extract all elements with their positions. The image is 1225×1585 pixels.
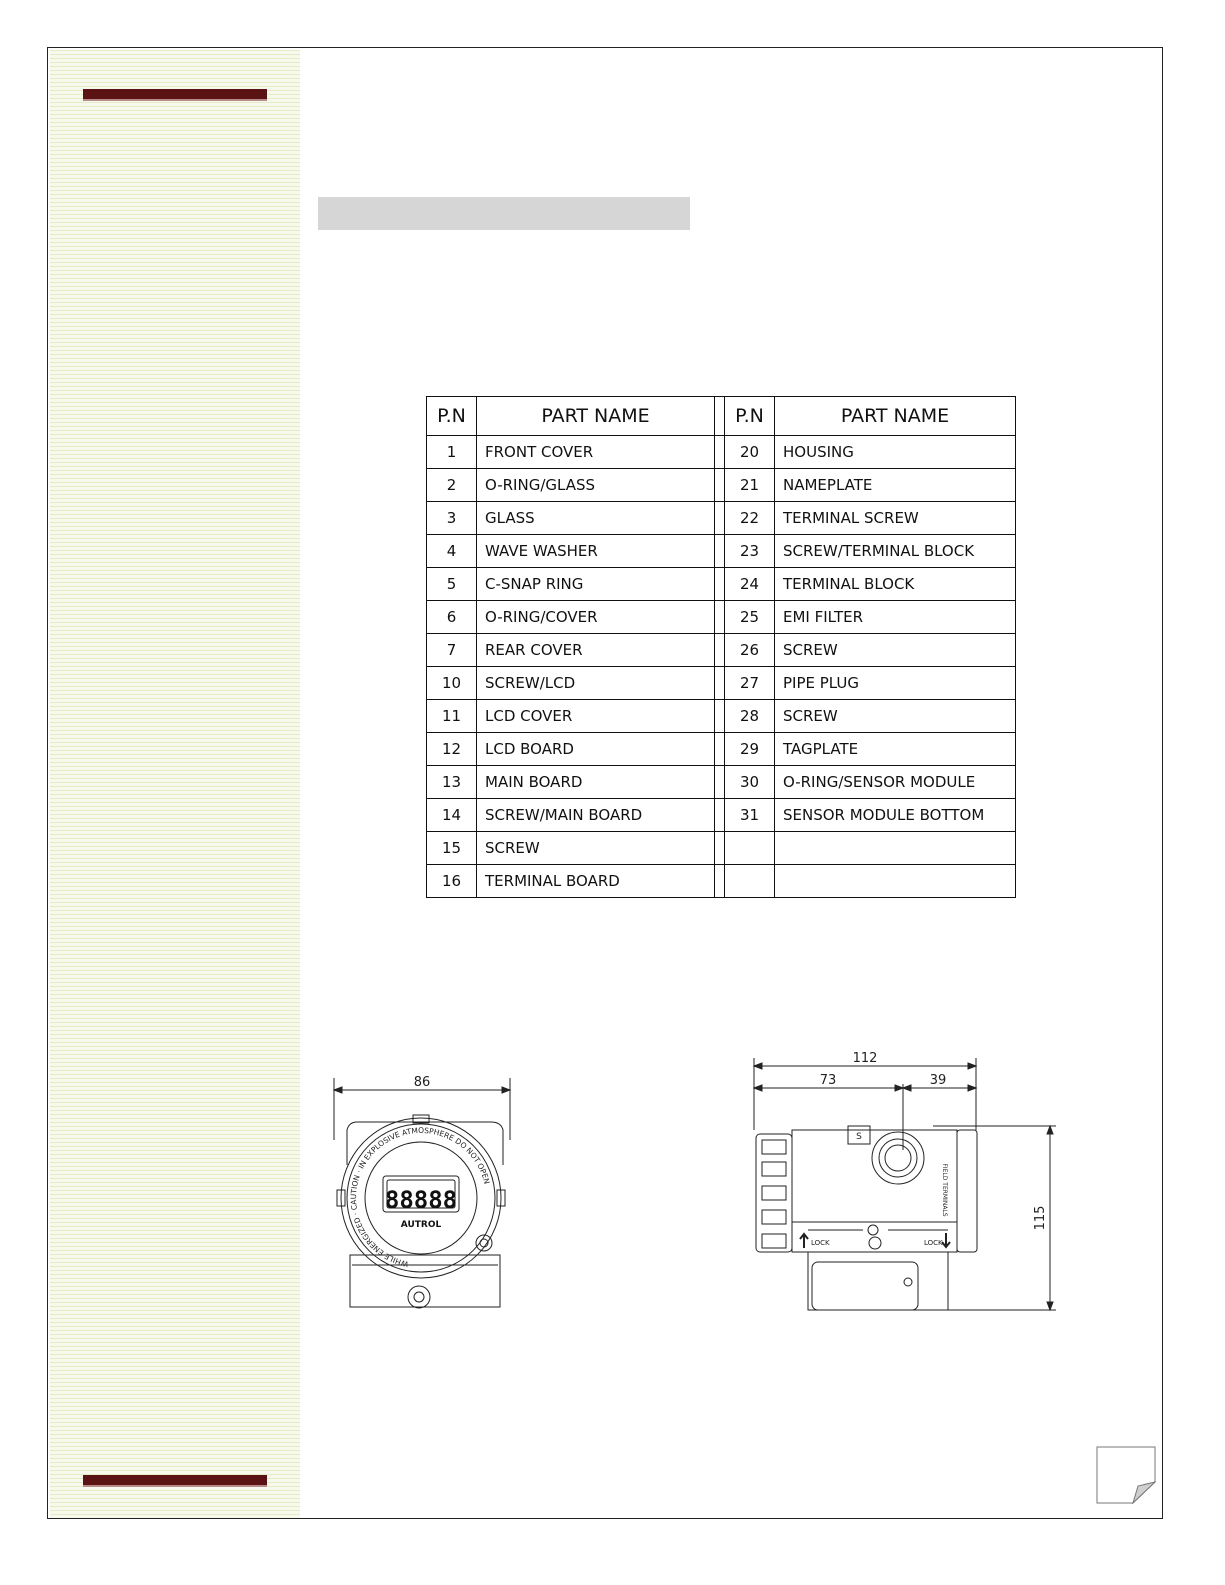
part-name-left: SCREW/LCD [477,667,715,700]
front-housing-bottom [350,1255,500,1307]
part-number-left: 4 [427,535,477,568]
column-gap [715,397,725,436]
part-number-right: 30 [725,766,775,799]
part-name-right: SCREW/TERMINAL BLOCK [775,535,1016,568]
conduit-opening [885,1145,911,1171]
part-name-right: TERMINAL SCREW [775,502,1016,535]
table-row [427,634,1016,667]
part-number-left: 5 [427,568,477,601]
part-number-right: 27 [725,667,775,700]
bottom-plug-inner [414,1292,424,1302]
column-gap [715,568,725,601]
lock-label-left: LOCK [811,1239,830,1247]
part-number-left: 14 [427,799,477,832]
part-number-right: 25 [725,601,775,634]
part-name-left: LCD BOARD [477,733,715,766]
lock-arrow-up-icon [800,1234,808,1248]
page-curl-icon [1096,1446,1156,1504]
table-row [427,799,1016,832]
cover-fin [762,1210,786,1224]
part-name-left: LCD COVER [477,700,715,733]
part-number-left: 2 [427,469,477,502]
table-row [427,865,1016,898]
column-gap [715,601,725,634]
side-view-drawing [748,1050,1068,1320]
part-name-left: MAIN BOARD [477,766,715,799]
sidebar-bottom-rule [83,1475,267,1487]
part-number-left: 11 [427,700,477,733]
part-number-right: 20 [725,436,775,469]
table-row [427,700,1016,733]
part-number-right: 29 [725,733,775,766]
part-number-left: 7 [427,634,477,667]
parts-table-body [427,436,1016,898]
table-row [427,502,1016,535]
s-tab-label: S [856,1132,862,1142]
column-gap [715,799,725,832]
front-view-drawing [325,1070,525,1320]
bottom-plug [408,1286,430,1308]
brand-logo-text: AUTROL [400,1220,442,1230]
header-pn-right: P.N [725,397,775,436]
part-name-right [775,832,1016,865]
part-name-left: GLASS [477,502,715,535]
header-pn-left: P.N [427,397,477,436]
sidebar [50,50,300,1518]
lcd-digits: 88888 [384,1186,458,1214]
cover-fin [762,1186,786,1200]
part-name-right: NAMEPLATE [775,469,1016,502]
part-name-right: PIPE PLUG [775,667,1016,700]
part-number-right: 21 [725,469,775,502]
column-gap [715,832,725,865]
column-gap [715,700,725,733]
part-name-right: O-RING/SENSOR MODULE [775,766,1016,799]
lock-arrow-down-icon [942,1233,950,1247]
part-number-left: 3 [427,502,477,535]
part-name-right: TAGPLATE [775,733,1016,766]
table-row [427,568,1016,601]
table-row [427,766,1016,799]
part-name-right: HOUSING [775,436,1016,469]
table-row [427,436,1016,469]
column-gap [715,436,725,469]
part-number-left: 15 [427,832,477,865]
table-row [427,535,1016,568]
table-row [427,469,1016,502]
column-gap [715,766,725,799]
column-gap [715,469,725,502]
sidebar-top-rule [83,89,267,101]
conduit-boss-outer [872,1132,924,1184]
part-name-left: O-RING/COVER [477,601,715,634]
part-name-left: WAVE WASHER [477,535,715,568]
part-name-left: TERMINAL BOARD [477,865,715,898]
column-gap [715,502,725,535]
dim-label-112: 112 [852,1051,878,1066]
part-name-left: REAR COVER [477,634,715,667]
part-number-left: 13 [427,766,477,799]
part-number-left: 6 [427,601,477,634]
dim-label-73: 73 [819,1073,837,1088]
side-cover-right [957,1130,977,1252]
part-number-left: 16 [427,865,477,898]
part-name-left: FRONT COVER [477,436,715,469]
table-row [427,667,1016,700]
lock-label-right: LOCK [924,1239,943,1247]
part-name-left: O-RING/GLASS [477,469,715,502]
part-number-left: 10 [427,667,477,700]
table-row [427,733,1016,766]
column-gap [715,733,725,766]
part-number-right: 22 [725,502,775,535]
side-housing-body [792,1130,957,1252]
header-part-name-right: PART NAME [775,397,1016,436]
part-name-right: TERMINAL BLOCK [775,568,1016,601]
part-number-right: 26 [725,634,775,667]
part-number-right: 31 [725,799,775,832]
column-gap [715,865,725,898]
caution-ring-path: WHILE ENERGIZED · CAUTION · IN EXPLOSIVE ATMOSPHERE DO NOT OPEN [349,1125,492,1269]
part-name-right: SENSOR MODULE BOTTOM [775,799,1016,832]
terminal-label: FIELD TERMINALS [941,1163,948,1217]
part-number-right: 23 [725,535,775,568]
part-name-right [775,865,1016,898]
table-header-row [427,397,1016,436]
part-number-left: 12 [427,733,477,766]
sensor-module [812,1262,918,1310]
parts-table [426,396,1016,898]
table-row [427,832,1016,865]
part-name-right: SCREW [775,700,1016,733]
sensor-module-neck [808,1252,948,1310]
part-number-right: 24 [725,568,775,601]
cover-fin [762,1234,786,1248]
sensor-module-screw [904,1278,912,1286]
section-heading-bar [318,197,690,230]
part-name-left: C-SNAP RING [477,568,715,601]
part-name-right: SCREW [775,634,1016,667]
table-row [427,601,1016,634]
column-gap [715,634,725,667]
band-screw-top [868,1225,878,1235]
dim-label-86: 86 [413,1075,431,1090]
dim-label-115: 115 [1033,1205,1048,1231]
part-number-left: 1 [427,436,477,469]
part-name-left: SCREW [477,832,715,865]
part-name-right: EMI FILTER [775,601,1016,634]
header-part-name-left: PART NAME [477,397,715,436]
cover-fin [762,1140,786,1154]
band-screw-bottom [869,1237,881,1249]
dim-label-39: 39 [929,1073,947,1088]
part-number-right [725,865,775,898]
part-name-left: SCREW/MAIN BOARD [477,799,715,832]
column-gap [715,667,725,700]
column-gap [715,535,725,568]
part-number-right [725,832,775,865]
part-number-right: 28 [725,700,775,733]
cover-fin [762,1162,786,1176]
